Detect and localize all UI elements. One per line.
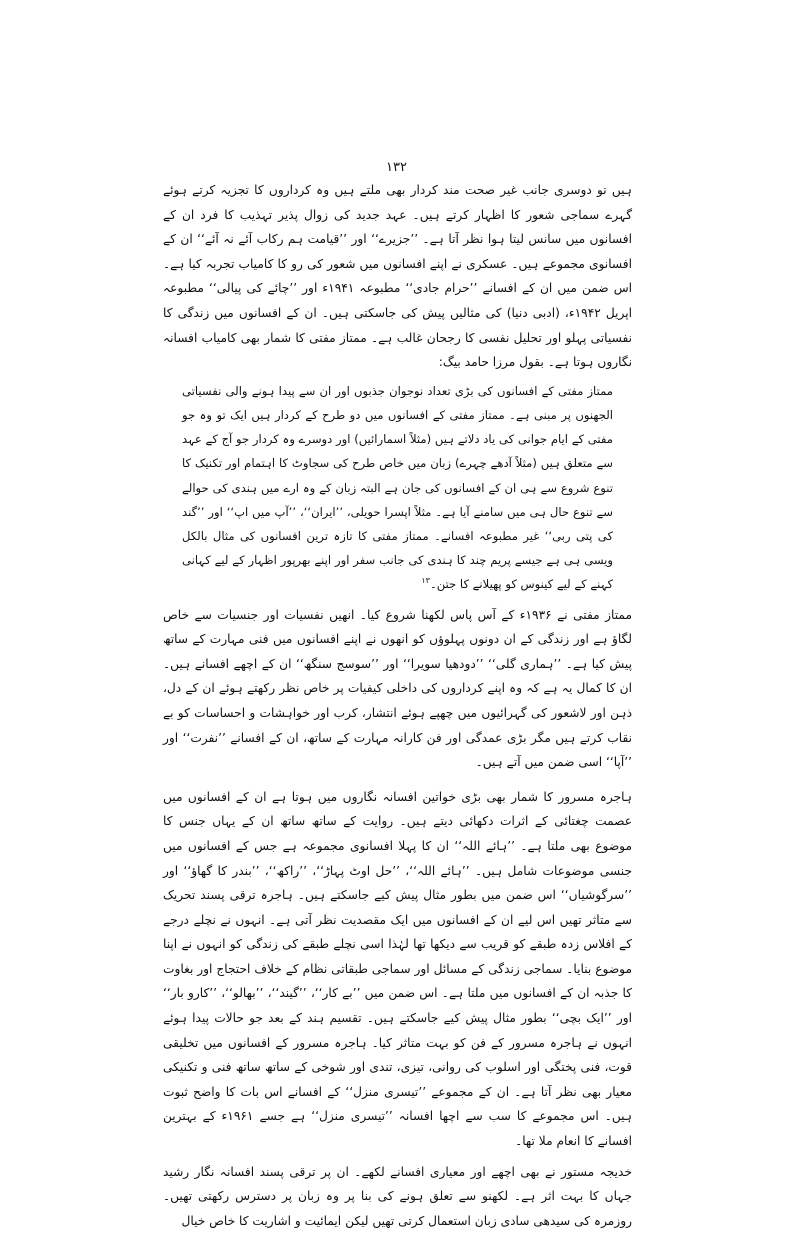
block-quote-mirza-hamid-baig xyxy=(182,379,613,597)
footnote-reference: ۱۳ xyxy=(421,576,430,586)
paragraph-khadija-mastoor: خدیجہ مستور نے بھی اچھے اور معیاری افسانے لکھے۔ ان پر ترقی پسند افسانہ نگار رشید جہاں کا بہت اثر ہے۔ لکھنو سے تعلق ہونے کی بنا پر وہ زبان پر دسترس رکھتی تھیں۔ روزمرہ کی سیدھی سادی زبان استعمال کرتی تھیں لیکن ایمائیت و اشاریت کا خاص خیال xyxy=(163,1164,632,1228)
page-number: ١٣٢ xyxy=(386,160,407,175)
paragraph-askari-intro: ہیں تو دوسری جانب غیر صحت مند کردار بھی ملتے ہیں وہ کرداروں کا تجزیہ کرتے ہوئے گہرے سماجی شعور کا اظہار کرتے ہیں۔ عہد جدید کی زوال پذیر تہذیب کا فرد ان کے افسانوں میں سانس لیتا ہوا نظر آتا ہے۔ ’’جزیرے‘‘ اور ’’قیامت ہم رکاب آئے نہ آئے‘‘ ان کے افسانوی مجموعے ہیں۔ عسکری نے اپنے افسانوں میں شعور کی رو کا کامیاب تجربہ کیا ہے۔ اس ضمن میں ان کے افسانے ’’حرام جادی‘‘ مطبوعہ ۱۹۴۱ء اور ’’چائے کی پیالی‘‘ مطبوعہ اپریل ۱۹۴۲ء، (ادبی دنیا) کی مثالیں پیش کی جاسکتی ہیں۔ ان کے افسانوں میں زندگی کا نفسیاتی پہلو اور تحلیل نفسی کا رجحان غالب ہے۔ ممتاز مفتی کا شمار بھی کامیاب افسانہ نگاروں ہوتا ہے۔ بقول مرزا حامد بیگ: xyxy=(163,183,633,370)
paragraph-hajra-masroor: ہاجرہ مسرور کا شمار بھی بڑی خواتین افسانہ نگاروں میں ہوتا ہے ان کے افسانوں میں عصمت چغتائی کے اثرات دکھائی دیتے ہیں۔ روایت کے ساتھ ساتھ ان کے یہاں جنس کا موضوع بھی ملتا ہے۔ ’’ہائے اللہ‘‘ ان کا پہلا افسانوی مجموعہ ہے جس کے افسانوں میں جنسی موضوعات شامل ہیں۔ ’’ہائے اللہ‘‘، ’’حل اوٹ پہاڑ‘‘، ’’راکھ‘‘، ’’بندر کا گھاؤ‘‘ اور ’’سرگوشیاں‘‘ اس ضمن میں بطور مثال پیش کیے جاسکتے ہیں۔ ہاجرہ ترقی پسند تحریک سے متاثر تھیں اس لیے ان کے افسانوں میں ایک مقصدیت نظر آتی ہے۔ انہوں نے نچلے درجے کے افلاس زدہ طبقے کو قریب سے دیکھا تھا لہٰذا اسی نچلے طبقے کی زندگی کو انہوں نے اپنا موضوع بنایا۔ سماجی زندگی کے مسائل اور سماجی طبقاتی نظام کے خلاف احتجاج اور بغاوت کا جذبہ ان کے افسانوں میں ملتا ہے۔ اس ضمن میں ’’بے کار‘‘، ’’گیند‘‘، ’’بھالو‘‘، ’’کارو بار‘‘ اور ’’ایک بچی‘‘ بطور مثال پیش کیے جاسکتے ہیں۔ تقسیم ہند کے بعد جو حالات پیدا ہوئے انہوں نے ہاجرہ مسرور کے فن کو بہت متاثر کیا۔ ہاجرہ مسرور کے افسانوں میں تخلیقی قوت، فنی پختگی اور اسلوب کی روانی، تیزی، تندی اور شوخی کے ساتھ ساتھ فنی و تکنیکی معیار بھی نظر آتا ہے۔ ان کے مجموعے ’’تیسری منزل‘‘ کے افسانے اس بات کا واضح ثبوت ہیں۔ اس مجموعے کا سب سے اچھا افسانہ ’’تیسری منزل‘‘ ہے جسے ۱۹۶۱ء کے بہترین افسانے کا انعام ملا تھا۔ xyxy=(163,789,633,1149)
paragraph-mumtaz-mufti: ممتاز مفتی نے ۱۹۳۶ء کے آس پاس لکھنا شروع کیا۔ انھیں نفسیات اور جنسیات سے خاص لگاؤ ہے اور زندگی کے ان دونوں پہلوؤں کو انھوں نے اپنے افسانوں میں فنی مہارت کے ساتھ پیش کیا ہے۔ ’’ہماری گلی‘‘ ’’دودھیا سویرا‘‘ اور ’’سوسج سنگھ‘‘ ان کے اچھے افسانے ہیں۔ ان کا کمال یہ ہے کہ وہ اپنے کرداروں کی داخلی کیفیات پر خاص نظر رکھتے ہوئے ان کے دل، ذہن اور لاشعور کی گہرائیوں میں چھپے ہوئے انتشار، کرب اور خواہشات و احساسات کو بے نقاب کرتے ہیں مگر بڑی عمدگی اور فن کارانہ مہارت کے ساتھ، ان کے افسانے ’’نفرت‘‘ اور ’’آپا‘‘ اسی ضمن میں آتے ہیں۔ xyxy=(163,607,633,770)
block-quote-text: ممتاز مفتی کے افسانوں کی بڑی تعداد نوجوان جذبوں اور ان سے پیدا ہونے والی نفسیاتی الجھنوں پر مبنی ہے۔ ممتاز مفتی کے افسانوں میں دو طرح کے کردار ہیں ایک تو وہ جو مفتی کے ایام جوانی کی یاد دلاتے ہیں (مثلاً اسمارائیں) اور دوسرے وہ کردار جو آج کے عہد سے متعلق ہیں (مثلاً آدھے چہرے) زبان میں خاص طرح کی سجاوٹ کا اہتمام اور تکنیک کا تنوع شروع سے ہی ان کے افسانوں کی جان ہے البتہ زبان کے وہ ارے میں ہندی کی حوالے سے تنوع حال ہی میں سامنے آیا ہے۔ مثلاً اپسرا حویلی، ’’ایران‘‘، ’’آپ میں اپ‘‘ اور ’’گند کی پتی ربی‘‘ غیر مطبوعہ افسانے۔ ممتاز مفتی کا تازہ ترین افسانوں کی مثال بالکل ویسی ہی ہے جیسے پریم چند کا ہندی کی جانب سفر اور اپنے بھرپور اظہار کے لیے کہانی کہنے کے لیے کینوس کو پھیلانے کا جتن۔ xyxy=(182,383,613,592)
article-body xyxy=(163,178,632,1233)
